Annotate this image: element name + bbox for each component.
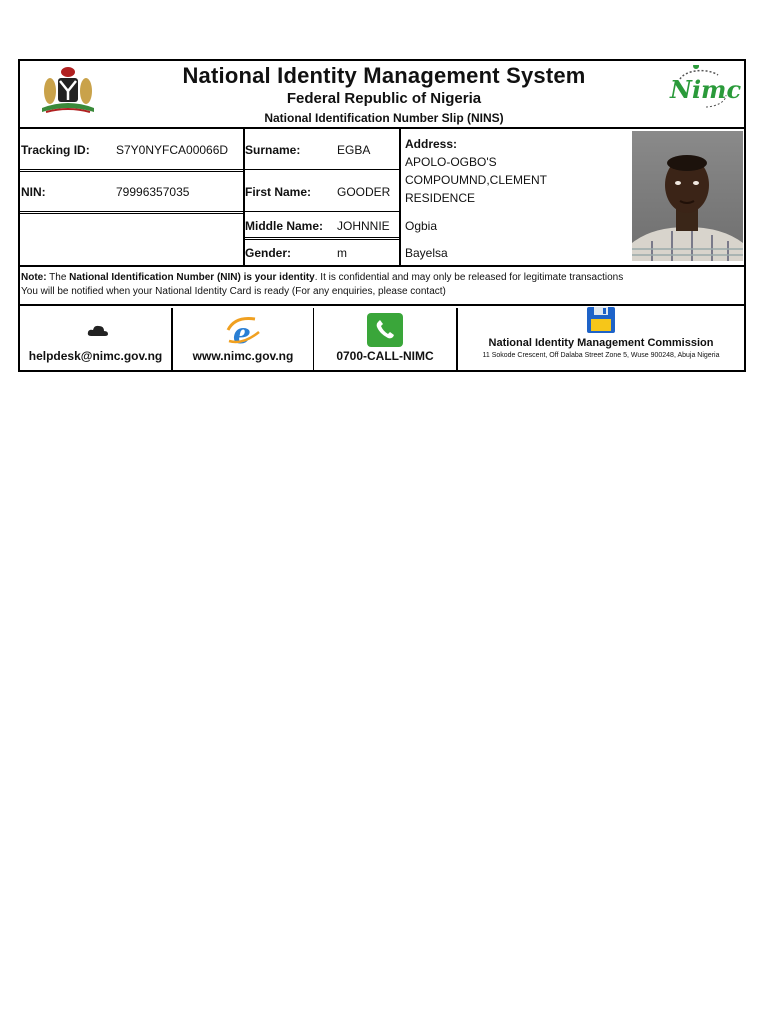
address-line-1: APOLO-OGBO'S [405, 155, 497, 169]
note-prefix: Note: [21, 272, 47, 283]
phone-number-link[interactable]: 0700-CALL-NIMC [336, 349, 434, 363]
phone-icon [367, 313, 403, 347]
nimc-logo-text: Nimc [670, 75, 742, 104]
lga-value: Ogbia [405, 219, 438, 233]
page-subtitle: Federal Republic of Nigeria [286, 90, 482, 107]
middle-name-label: Middle Name: [245, 219, 324, 233]
tracking-id-value: S7Y0NYFCA00066D [116, 143, 229, 157]
org-name: National Identity Management Commission [488, 337, 714, 349]
internet-explorer-icon [225, 314, 261, 348]
cloud-icon [87, 324, 109, 336]
org-address: 11 Sokode Crescent, Off Dalaba Street Zone 5, Wuse 900248, Abuja Nigeria [482, 352, 720, 359]
surname-value: EGBA [337, 143, 371, 157]
website-link[interactable]: www.nimc.gov.ng [192, 349, 294, 363]
note-bold-text: National Identification Number (NIN) is your identity [69, 272, 315, 283]
slip-title: National Identification Number Slip (NINS) [264, 111, 504, 125]
nin-value: 79996357035 [116, 185, 190, 199]
address-line-2: COMPOUMND,CLEMENT [405, 173, 548, 187]
helpdesk-email-link[interactable]: helpdesk@nimc.gov.ng [28, 349, 163, 363]
floppy-disk-icon [586, 306, 616, 334]
passport-photo [632, 131, 743, 261]
first-name-label: First Name: [245, 185, 312, 199]
address-line-3: RESIDENCE [405, 191, 476, 205]
note-text-1: The [46, 272, 70, 283]
tracking-id-label: Tracking ID: [21, 143, 90, 157]
nimc-logo [666, 65, 742, 111]
gender-label: Gender: [245, 246, 292, 260]
state-value: Bayelsa [405, 246, 448, 260]
note-line-2: You will be notified when your National Identity Card is ready (For any enquiries, please contact) [21, 286, 446, 297]
note-text-2: . It is confidential and may only be released for legitimate transactions [314, 272, 624, 283]
first-name-value: GOODER [337, 185, 391, 199]
svg-text:e: e [233, 317, 251, 348]
page-title: National Identity Management System [182, 63, 586, 88]
nin-slip [18, 59, 746, 372]
gender-value: m [337, 246, 347, 260]
nin-label: NIN: [21, 185, 46, 199]
note-line-1 [21, 272, 623, 283]
surname-label: Surname: [245, 143, 301, 157]
address-label: Address: [405, 137, 458, 151]
middle-name-value: JOHNNIE [337, 219, 390, 233]
